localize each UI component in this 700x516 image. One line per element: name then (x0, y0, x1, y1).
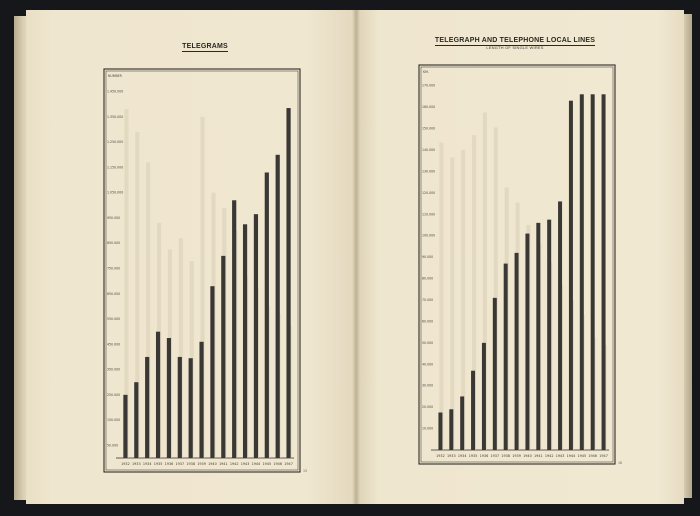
telegrams-ytick-label: 150.000 (107, 418, 121, 423)
telegrams-xtick-label: 1939 (197, 462, 206, 466)
telegrams-xtick-label: 1946 (273, 462, 283, 466)
lines-bar (547, 220, 551, 450)
telegrams-xtick-label: 1944 (251, 462, 261, 466)
lines-ytick-label: 140.000 (422, 148, 436, 152)
telegrams-xtick-label: 1932 (121, 462, 130, 466)
lines-ytick-label: 10.000 (422, 426, 434, 431)
telegrams-ytick-label: 850.000 (107, 241, 121, 246)
lines-chart-subtitle: LENGTH OF SINGLE WIRES (486, 45, 544, 50)
lines-ytick-label: 160.000 (422, 105, 436, 110)
lines-bar (515, 253, 519, 450)
lines-bar (482, 343, 486, 450)
lines-showthrough-bar (450, 158, 454, 451)
lines-ytick-label: 30.000 (422, 383, 434, 388)
telegrams-xtick-label: 1945 (262, 462, 272, 466)
telegrams-ytick-label: 1.350.000 (107, 114, 124, 119)
lines-ytick-label: 130.000 (422, 169, 436, 174)
lines-xtick-label: 1935 (468, 454, 478, 458)
lines-xtick-label: 1934 (457, 454, 467, 458)
telegrams-xtick-label: 1937 (175, 462, 185, 466)
lines-xtick-label: 1941 (533, 454, 543, 458)
telegrams-ytick-label: 1.050.000 (107, 190, 124, 195)
lines-xtick-label: 1944 (566, 454, 576, 458)
lines-ytick-label: 20.000 (422, 405, 434, 410)
telegrams-xtick-label: 1935 (153, 462, 163, 466)
lines-xtick-label: 1943 (555, 454, 565, 458)
lines-bar (602, 94, 606, 450)
lines-xtick-label: 1937 (490, 454, 500, 458)
telegrams-ytick-label: 1.150.000 (107, 165, 124, 170)
telegrams-ytick-label: 550.000 (107, 317, 121, 322)
lines-ytick-label: 70.000 (422, 298, 434, 302)
lines-ytick-label: 60.000 (422, 319, 434, 324)
lines-ytick-label: 120.000 (422, 190, 436, 195)
lines-bar (493, 298, 497, 450)
telegrams-xtick-label: 1942 (229, 462, 239, 466)
lines-ytick-label: 50.000 (422, 340, 434, 345)
lines-ytick-label: 80.000 (422, 276, 434, 281)
lines-ytick-label: 40.000 (422, 362, 434, 367)
lines-xtick-label: 1938 (501, 454, 511, 458)
lines-bar (558, 201, 562, 450)
lines-ytick-label: 110.000 (422, 212, 436, 217)
lines-ytick-label: 170.000 (422, 83, 436, 88)
lines-bar (438, 413, 442, 451)
lines-bar (569, 101, 573, 450)
lines-showthrough-bar (439, 143, 443, 451)
lines-xtick-label: 1936 (479, 454, 489, 458)
telegrams-ytick-label: 950.000 (107, 215, 121, 220)
telegrams-ytick-label: 750.000 (107, 266, 121, 271)
lines-bar (580, 94, 584, 450)
lines-bar (536, 223, 540, 450)
lines-xtick-label: 1940 (523, 454, 532, 458)
lines-ytick-label: 90.000 (422, 255, 434, 260)
telegrams-xtick-label: 1936 (164, 462, 174, 466)
lines-xtick-label: 1932 (436, 454, 445, 458)
lines-xtick-label: 1946 (588, 454, 598, 458)
lines-xtick-label: 1939 (512, 454, 521, 458)
lines-ytick-label: 150.000 (422, 126, 436, 131)
telegrams-xtick-label: 1943 (240, 462, 250, 466)
telegrams-ytick-label: 1.450.000 (107, 89, 124, 94)
lines-bar (471, 371, 475, 450)
lines-bar (525, 234, 529, 450)
lines-bar (504, 264, 508, 450)
telegrams-xtick-label: 1940 (208, 462, 217, 466)
telegrams-ytick-label: 250.000 (107, 392, 121, 397)
telegrams-ytick-label: 650.000 (107, 291, 121, 296)
lines-unit-label: KM. (423, 70, 429, 74)
lines-bar (449, 409, 453, 450)
telegrams-xtick-label: 1933 (131, 462, 141, 466)
lines-bar (460, 396, 464, 450)
lines-chart-title: TELEGRAPH AND TELEPHONE LOCAL LINES (434, 37, 596, 44)
telegrams-unit-label: NUMBER (108, 74, 122, 78)
telegrams-ytick-label: 1.250.000 (107, 140, 124, 145)
lines-bar (591, 94, 595, 450)
telegrams-ytick-label: 50.000 (107, 443, 119, 448)
lines-xtick-label: 1945 (577, 454, 587, 458)
lines-xtick-label: 1933 (446, 454, 456, 458)
telegrams-xtick-label: 1947 (284, 462, 293, 466)
telegrams-xtick-label: 1934 (142, 462, 152, 466)
telegrams-ytick-label: 450.000 (107, 342, 121, 347)
lines-ytick-label: 100.000 (422, 233, 436, 238)
lines-page-mark: 16 (618, 461, 623, 465)
telegrams-chart-title: TELEGRAMS (182, 43, 228, 50)
telegrams-ytick-label: 350.000 (107, 367, 121, 372)
telegrams-page-mark: 15 (303, 469, 308, 473)
lines-xtick-label: 1942 (544, 454, 554, 458)
telegrams-xtick-label: 1938 (186, 462, 196, 466)
lines-xtick-label: 1947 (599, 454, 608, 458)
telegrams-xtick-label: 1941 (218, 462, 228, 466)
